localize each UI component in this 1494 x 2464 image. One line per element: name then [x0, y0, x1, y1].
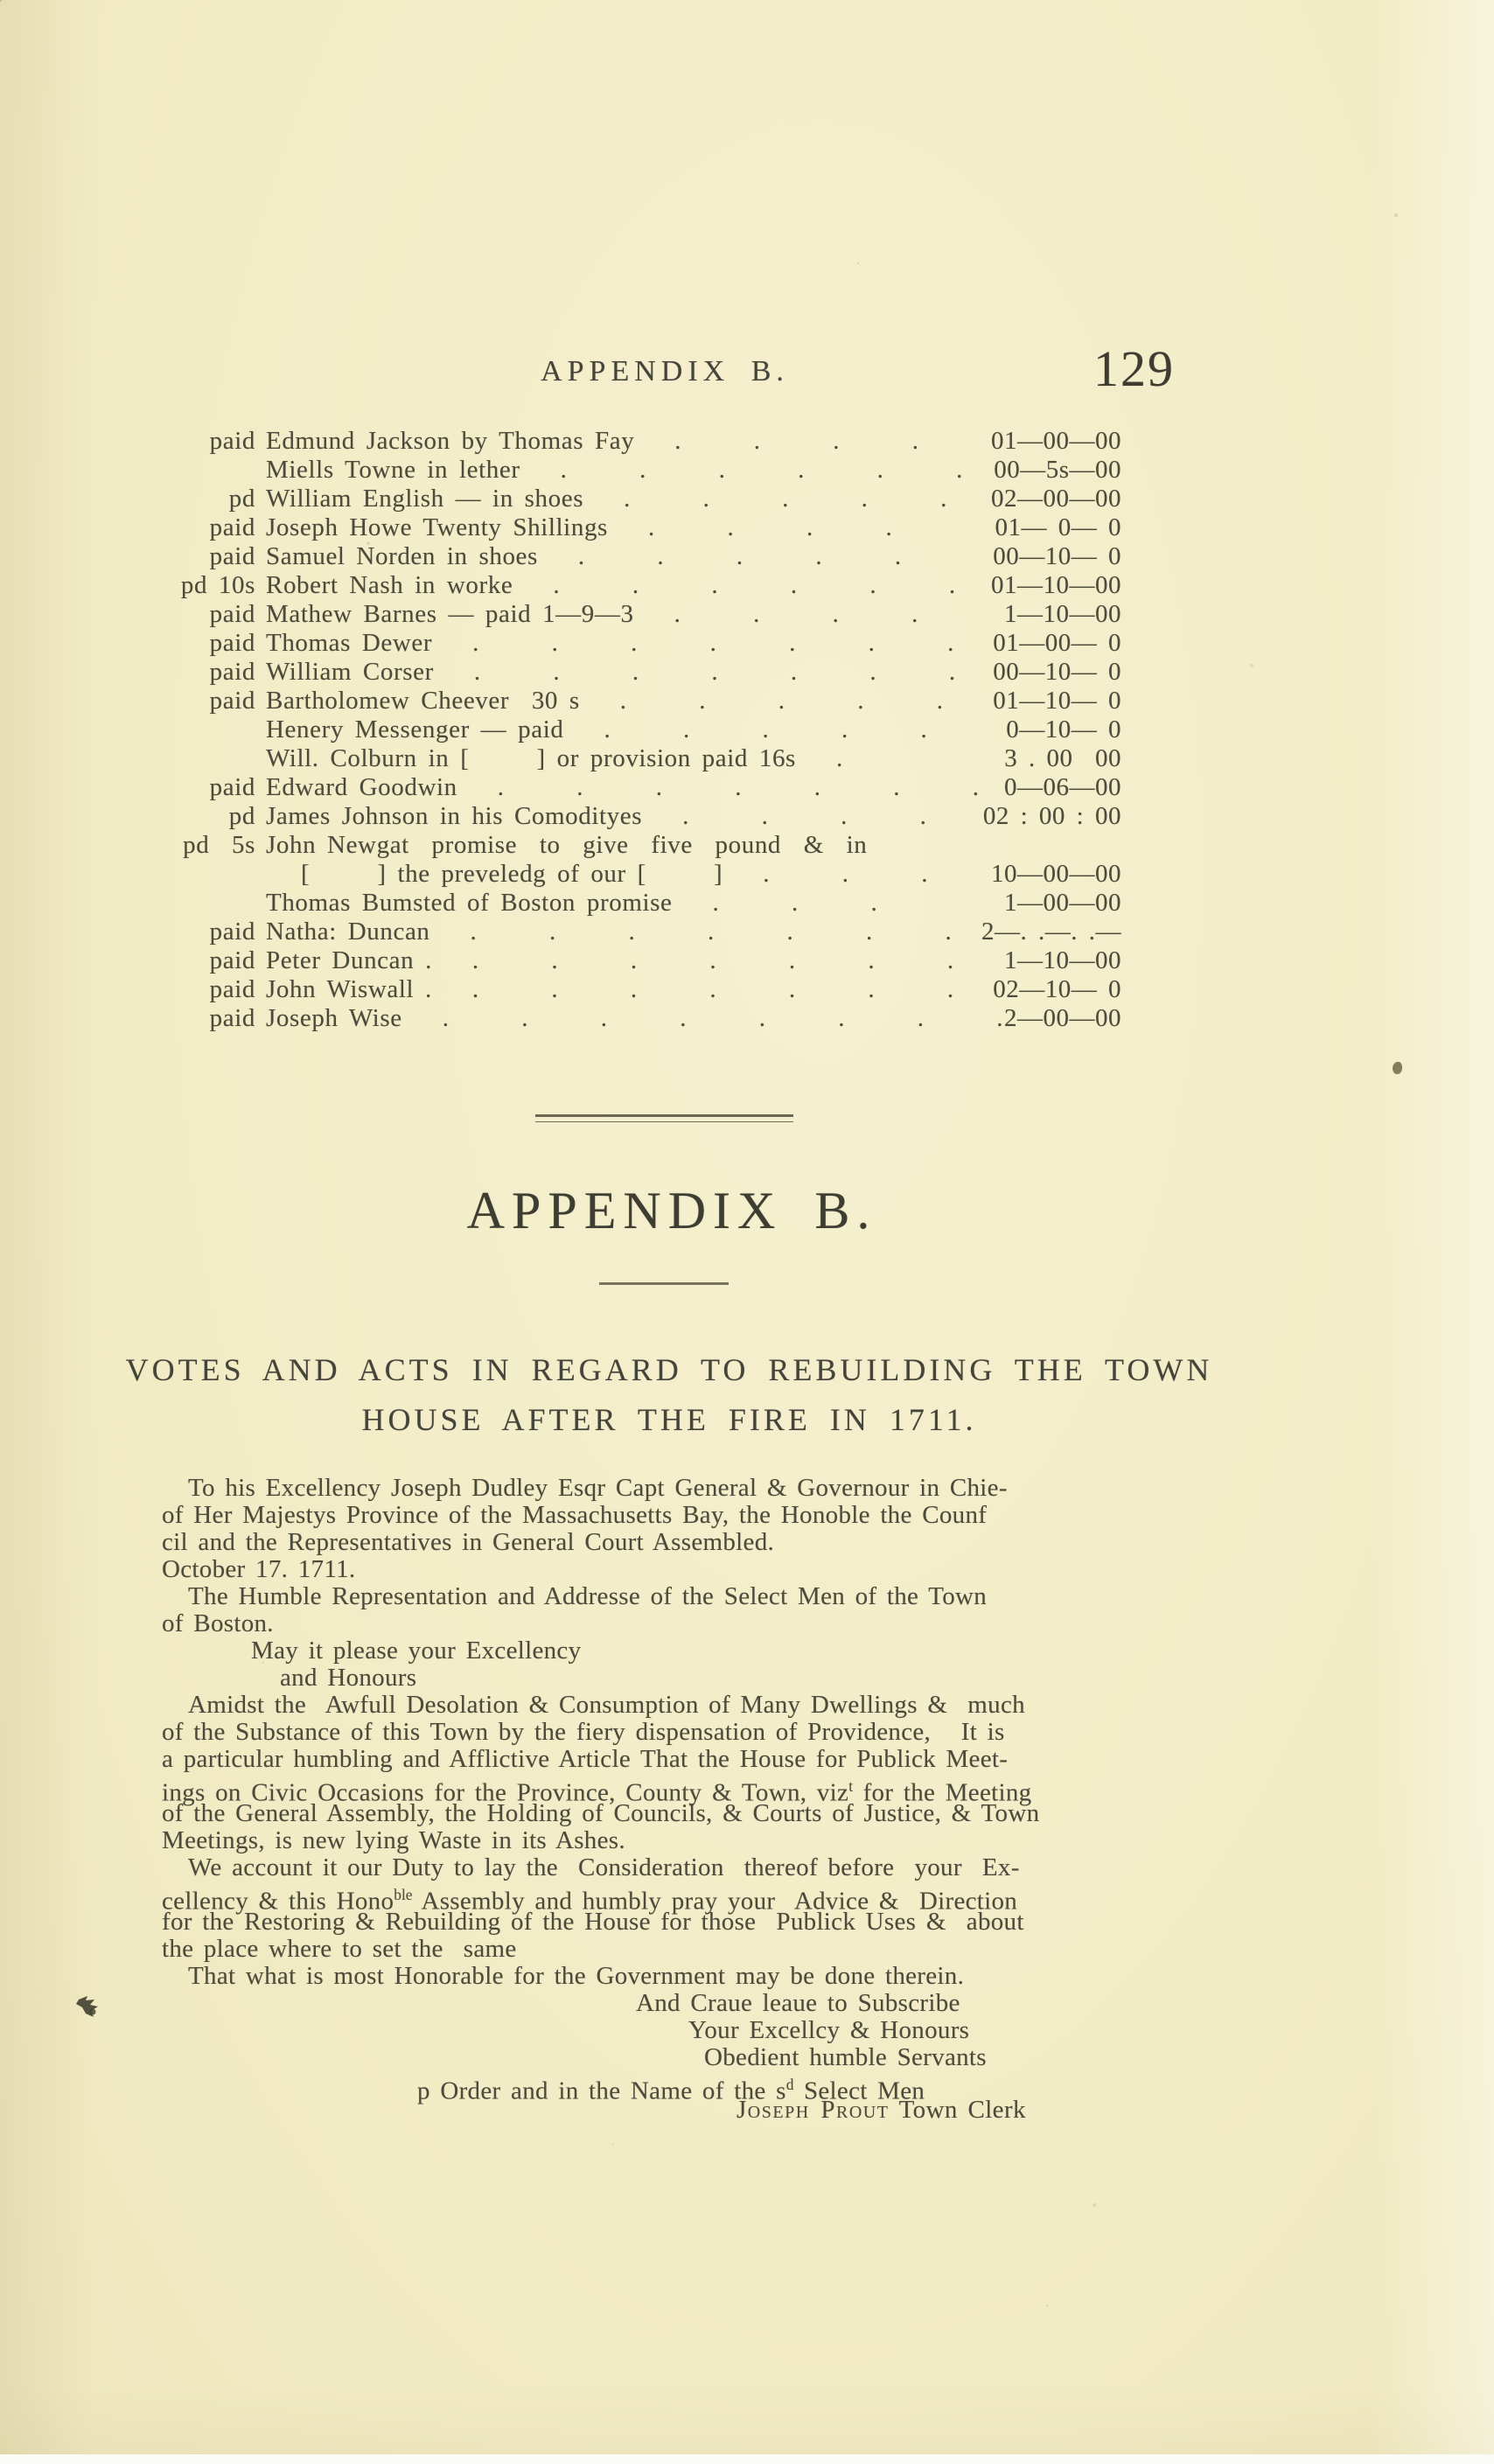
ledger-row: [166, 946, 1121, 975]
ledger-paid-label: paid: [209, 513, 255, 541]
ledger-entry-name: Thomas Dewer: [266, 629, 433, 657]
body-line: the place where to set the same: [162, 1935, 517, 1963]
ledger-row: [166, 831, 1121, 860]
ledger-amount: 2—00—00: [1004, 1004, 1121, 1032]
ledger-row: [166, 456, 1121, 485]
ledger-row: [166, 629, 1121, 658]
petition-body: [162, 1474, 1190, 2105]
ledger-row: [166, 918, 1121, 946]
ledger-row: [166, 600, 1121, 629]
ledger-amount: 3 . 00 00: [1004, 744, 1121, 772]
leader-dots: . . . . .: [577, 542, 902, 570]
ledger-row: [166, 802, 1121, 831]
ledger-paid-label: pd 10s: [180, 571, 255, 599]
leader-dots: . . .: [712, 889, 877, 917]
ledger-entry-name: William English — in shoes: [266, 485, 584, 513]
body-line: And Craue leaue to Subscribe: [636, 1989, 960, 2017]
ledger-entry-name: [ ] the preveledg of our [ ]: [301, 860, 723, 888]
single-rule-divider: [599, 1282, 729, 1285]
leader-dots: . . . . . . .: [470, 918, 952, 946]
ledger-row: [166, 542, 1121, 571]
ledger-amount: 01—00— 0: [993, 629, 1121, 657]
leader-dots: . . . .: [647, 513, 892, 541]
ledger-row: [166, 773, 1121, 802]
ledger-paid-label: paid: [209, 600, 255, 628]
leader-dots: . . . . .: [604, 715, 927, 743]
leader-dots: . . .: [763, 860, 928, 888]
body-line: cil and the Representatives in General Court Assembled.: [162, 1528, 775, 1556]
ledger-amount: 00—10— 0: [993, 542, 1121, 570]
ledger-paid-label: paid: [209, 1004, 255, 1032]
ledger-entry-name: Bartholomew Cheever 30 s: [266, 687, 580, 715]
ledger-row: [166, 571, 1121, 600]
body-line: of Her Majestys Province of the Massachusetts Bay, the Honoble the Counf: [162, 1501, 988, 1529]
ledger-paid-label: paid: [209, 975, 255, 1003]
leader-dots: . . . . . . .: [471, 946, 954, 974]
signature-line: [737, 2096, 1026, 2125]
ledger-paid-label: paid: [209, 687, 255, 715]
ledger-paid-label: paid: [209, 946, 255, 974]
ledger-entry-name: Robert Nash in worke: [266, 571, 513, 599]
leader-dots: . . . . . . .: [497, 773, 980, 801]
ledger-paid-label: paid: [209, 658, 255, 686]
ledger-amount: 01— 0— 0: [995, 513, 1121, 541]
body-line: That what is most Honorable for the Government may be done therein.: [188, 1962, 965, 1990]
ledger-paid-label: pd: [228, 802, 255, 830]
ledger-amount: 01—10— 0: [993, 687, 1121, 715]
body-line: of Boston.: [162, 1609, 274, 1637]
ledger-entry-name: Natha: Duncan: [266, 918, 430, 946]
body-line: of the Substance of this Town by the fiery dispensation of Providence, It is: [162, 1718, 1005, 1746]
body-line: October 17. 1711.: [162, 1555, 356, 1583]
ledger-row: [166, 427, 1121, 456]
leader-dots: . . . .: [674, 600, 918, 628]
ledger-row: [166, 485, 1121, 513]
scan-edge-strip: [0, 2454, 1494, 2464]
ledger-row: [166, 1004, 1121, 1033]
ledger-entry-name: Edward Goodwin: [266, 773, 457, 801]
ledger-paid-label: paid: [209, 629, 255, 657]
body-line: May it please your Excellency: [251, 1637, 582, 1665]
running-head: APPENDIX B.: [541, 355, 789, 387]
ledger-entry-name: Will. Colburn in [ ] or provision paid 16s: [266, 744, 796, 772]
body-line: Your Excellcy & Honours: [688, 2016, 970, 2044]
ledger-amount: 1—00—00: [1004, 889, 1121, 917]
ledger-amount: 1—10—00: [1004, 600, 1121, 628]
ledger-amount: 02—10— 0: [993, 975, 1121, 1003]
ledger-paid-label: paid: [209, 542, 255, 570]
ledger-row: [166, 513, 1121, 542]
ledger-row: [166, 658, 1121, 687]
leader-dots: . . . . .: [624, 485, 947, 513]
body-line: We account it our Duty to lay the Consideration thereof before your Ex-: [188, 1853, 1020, 1881]
double-rule-divider: [535, 1114, 793, 1122]
leader-dots: .: [835, 744, 843, 772]
ledger-paid-label: pd: [228, 485, 255, 513]
ledger-amount: 01—00—00: [991, 427, 1121, 455]
ledger-amount: 00—10— 0: [993, 658, 1121, 686]
ledger-amount: 0—10— 0: [1006, 715, 1121, 743]
ledger-row: [166, 860, 1121, 889]
leader-dots: . . . . . .: [560, 456, 963, 484]
ledger-entry-name: William Corser: [266, 658, 434, 686]
ledger-row: [166, 889, 1121, 918]
ledger-row: [166, 715, 1121, 744]
ledger-entry-name: Joseph Wise: [266, 1004, 402, 1032]
body-line: Amidst the Awfull Desolation & Consumption of Many Dwellings & much: [188, 1691, 1025, 1719]
ledger-entry-name: Miells Towne in lether: [266, 456, 520, 484]
ledger-amount: 00—5s—00: [994, 456, 1121, 484]
ledger-entry-name: Peter Duncan .: [266, 946, 432, 974]
signature-name: Joseph Prout: [737, 2096, 890, 2124]
ledger-paid-label: paid: [209, 773, 255, 801]
ledger-amount: 10—00—00: [991, 860, 1121, 888]
leader-dots: . . . . . . .: [471, 975, 954, 1003]
subtitle-line-1: VOTES AND ACTS IN REGARD TO REBUILDING THE TOWN: [125, 1352, 1213, 1387]
section-heading: APPENDIX B.: [466, 1182, 877, 1239]
body-line: a particular humbling and Afflictive Article That the House for Publick Meet-: [162, 1745, 1009, 1773]
leader-dots: . . . .: [674, 427, 919, 455]
ledger-amount: 02 : 00 : 00: [982, 802, 1121, 830]
ledger-amount: 01—10—00: [991, 571, 1121, 599]
leader-dots: . . . .: [682, 802, 926, 830]
body-line: To his Excellency Joseph Dudley Esqr Capt General & Governour in Chie-: [188, 1474, 1008, 1502]
signature-title: Town Clerk: [889, 2096, 1026, 2124]
ledger-paid-label: pd 5s: [183, 831, 255, 859]
ledger-amount: 02—00—00: [991, 485, 1121, 513]
page-number: 129: [1093, 340, 1175, 397]
ledger-entry-name: Henery Messenger — paid: [266, 715, 564, 743]
body-line: and Honours: [280, 1664, 417, 1692]
body-line: of the General Assembly, the Holding of Councils, & Courts of Justice, & Town: [162, 1799, 1040, 1827]
ledger-entry-name: Joseph Howe Twenty Shillings: [266, 513, 608, 541]
leader-dots: . . . . . . . .: [442, 1004, 1003, 1032]
body-line: Obedient humble Servants: [704, 2043, 987, 2071]
ink-blot-mark: [73, 1993, 117, 2026]
ledger-paid-label: paid: [209, 918, 255, 946]
leader-dots: . . . . . .: [553, 571, 956, 599]
ledger-entry-name: Samuel Norden in shoes: [266, 542, 538, 570]
leader-dots: . . . . . . .: [473, 658, 956, 686]
ledger-amount: 2—. .—. .—: [981, 918, 1121, 946]
body-line: cellency & this Hono$^{ble}$ Assembly and humbly pray your Advice & Direction: [162, 1886, 1018, 1916]
ledger-entry-name: Thomas Bumsted of Boston promise: [266, 889, 673, 917]
ink-speck-mark: [1393, 1062, 1402, 1074]
ledger-amount: 1—10—00: [1004, 946, 1121, 974]
leader-dots: . . . . . . .: [472, 629, 954, 657]
ledger-row: [166, 744, 1121, 773]
ledger-entry-name: Mathew Barnes — paid 1—9—3: [266, 600, 634, 628]
ledger-entry-name: Edmund Jackson by Thomas Fay: [266, 427, 635, 455]
ledger-row: [166, 975, 1121, 1004]
ledger-entry-name: John Newgat promise to give five pound & in: [266, 831, 868, 859]
ledger-row: [166, 687, 1121, 715]
body-line: The Humble Representation and Addresse of the Select Men of the Town: [188, 1582, 988, 1610]
payments-ledger: [166, 427, 1121, 1033]
section-subtitle: [70, 1345, 1268, 1445]
body-line: Meetings, is new lying Waste in its Ashes.: [162, 1826, 625, 1854]
ledger-entry-name: James Johnson in his Comodityes: [266, 802, 643, 830]
ledger-paid-label: paid: [209, 427, 255, 455]
ledger-entry-name: John Wiswall .: [266, 975, 432, 1003]
subtitle-line-2: HOUSE AFTER THE FIRE IN 1711.: [361, 1402, 977, 1437]
leader-dots: . . . . .: [619, 687, 944, 715]
body-line: for the Restoring & Rebuilding of the House for those Publick Uses & about: [162, 1908, 1024, 1936]
body-line: ings on Civic Occasions for the Province, County & Town, viz$^t$ for the Meeting: [162, 1777, 1032, 1807]
ledger-amount: 0—06—00: [1004, 773, 1121, 801]
body-line: p Order and in the Name of the $s^d$ Select Men: [417, 2076, 925, 2105]
